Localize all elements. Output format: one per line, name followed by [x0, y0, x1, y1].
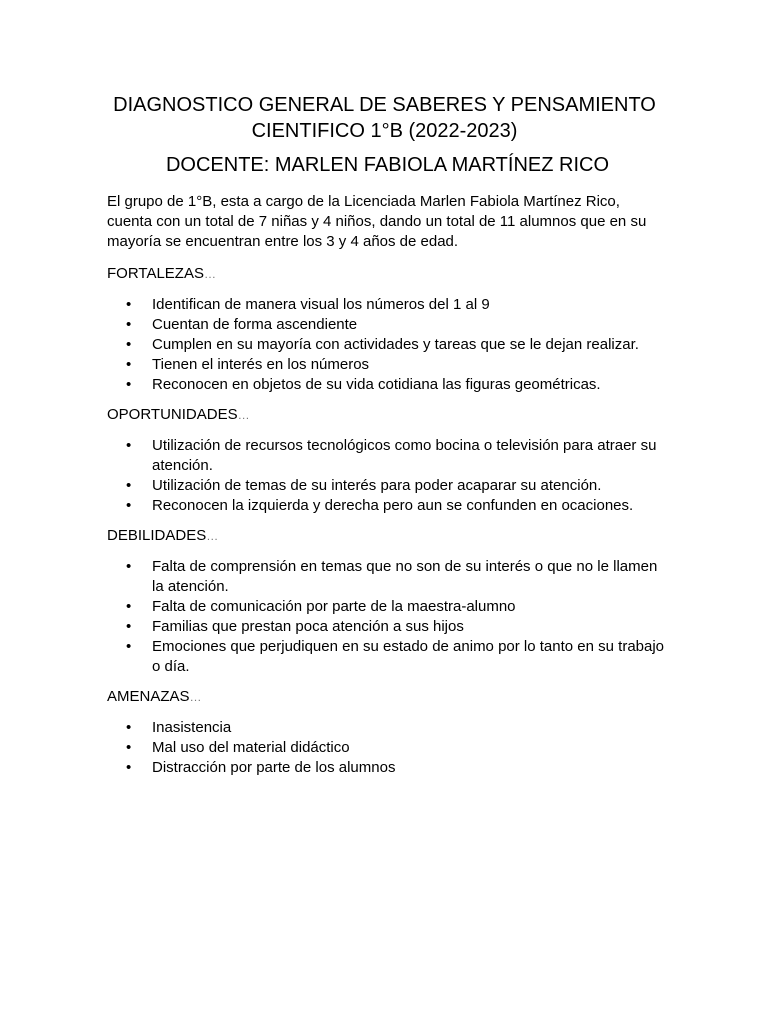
bullet-icon: • [126, 497, 132, 514]
section-heading-text: OPORTUNIDADES [107, 406, 238, 423]
list-item [107, 758, 668, 778]
bullet-icon: • [126, 376, 132, 393]
intro-paragraph: El grupo de 1°B, esta a cargo de la Licenciada Marlen Fabiola Martínez Rico, cuenta con un total de 7 niñas y 4 niños, dando un total de 11 alumnos que en su mayoría se encuentran entre los 3 y 4 años de edad. [107, 193, 647, 250]
bullet-icon: • [126, 477, 132, 494]
section-debilidades [107, 526, 668, 677]
list-item [107, 295, 668, 315]
section-heading-ellipsis: … [189, 690, 202, 704]
bullet-icon: • [126, 316, 132, 333]
list-item [107, 557, 668, 597]
list-item [107, 718, 668, 738]
bullet-icon: • [126, 336, 132, 353]
section-amenazas [107, 687, 668, 778]
document-subtitle: DOCENTE: MARLEN FABIOLA MARTÍNEZ RICO [165, 154, 610, 176]
bullet-icon: • [126, 618, 132, 635]
section-oportunidades [107, 405, 668, 516]
list-item-text: Utilización de recursos tecnológicos como bocina o televisión para atraer su atención. [152, 437, 657, 474]
bullet-icon: • [126, 296, 132, 313]
list-item-text: Distracción por parte de los alumnos [152, 759, 396, 776]
list-item-text: Tienen el interés en los números [152, 356, 370, 373]
section-heading-ellipsis: … [206, 529, 219, 543]
bullet-icon: • [126, 598, 132, 615]
section-heading-text: DEBILIDADES [107, 527, 207, 544]
bullet-list [107, 436, 668, 516]
bullet-icon: • [126, 739, 132, 756]
bullet-list [107, 718, 668, 778]
bullet-list [107, 557, 668, 677]
list-item-text: Falta de comprensión en temas que no son de su interés o que no le llamen la atención. [152, 558, 658, 595]
section-fortalezas [107, 264, 668, 395]
section-heading [107, 687, 668, 707]
list-item [107, 496, 668, 516]
list-item [107, 476, 668, 496]
list-item-text: Identifican de manera visual los números del 1 al 9 [152, 296, 490, 313]
list-item-text: Reconocen en objetos de su vida cotidiana las figuras geométricas. [152, 376, 601, 393]
bullet-icon: • [126, 558, 132, 575]
bullet-icon: • [126, 638, 132, 655]
list-item [107, 355, 668, 375]
document-title: DIAGNOSTICO GENERAL DE SABERES Y PENSAMIENTO CIENTIFICO 1°B (2022-2023) [113, 94, 656, 142]
bullet-list [107, 295, 668, 395]
list-item [107, 335, 668, 355]
section-heading-text: FORTALEZAS [107, 265, 204, 282]
list-item-text: Reconocen la izquierda y derecha pero aun se confunden en ocaciones. [152, 497, 634, 514]
list-item-text: Emociones que perjudiquen en su estado de animo por lo tanto en su trabajo o día. [152, 638, 665, 675]
list-item-text: Cuentan de forma ascendiente [152, 316, 358, 333]
list-item [107, 375, 668, 395]
list-item-text: Utilización de temas de su interés para poder acaparar su atención. [152, 477, 602, 494]
list-item-text: Mal uso del material didáctico [152, 739, 350, 756]
list-item [107, 637, 668, 677]
section-heading-text: AMENAZAS [107, 688, 190, 705]
section-heading [107, 405, 668, 425]
list-item [107, 597, 668, 617]
list-item [107, 617, 668, 637]
list-item-text: Cumplen en su mayoría con actividades y tareas que se le dejan realizar. [152, 336, 639, 353]
sections-container [107, 264, 668, 778]
list-item [107, 738, 668, 758]
section-heading-ellipsis: … [237, 408, 250, 422]
section-heading-ellipsis: … [203, 267, 216, 281]
list-item [107, 436, 668, 476]
list-item [107, 315, 668, 335]
bullet-icon: • [126, 719, 132, 736]
bullet-icon: • [126, 356, 132, 373]
list-item-text: Inasistencia [152, 719, 232, 736]
section-heading [107, 264, 668, 284]
bullet-icon: • [126, 437, 132, 454]
list-item-text: Familias que prestan poca atención a sus hijos [152, 618, 464, 635]
section-heading [107, 526, 668, 546]
bullet-icon: • [126, 759, 132, 776]
list-item-text: Falta de comunicación por parte de la maestra-alumno [152, 598, 516, 615]
